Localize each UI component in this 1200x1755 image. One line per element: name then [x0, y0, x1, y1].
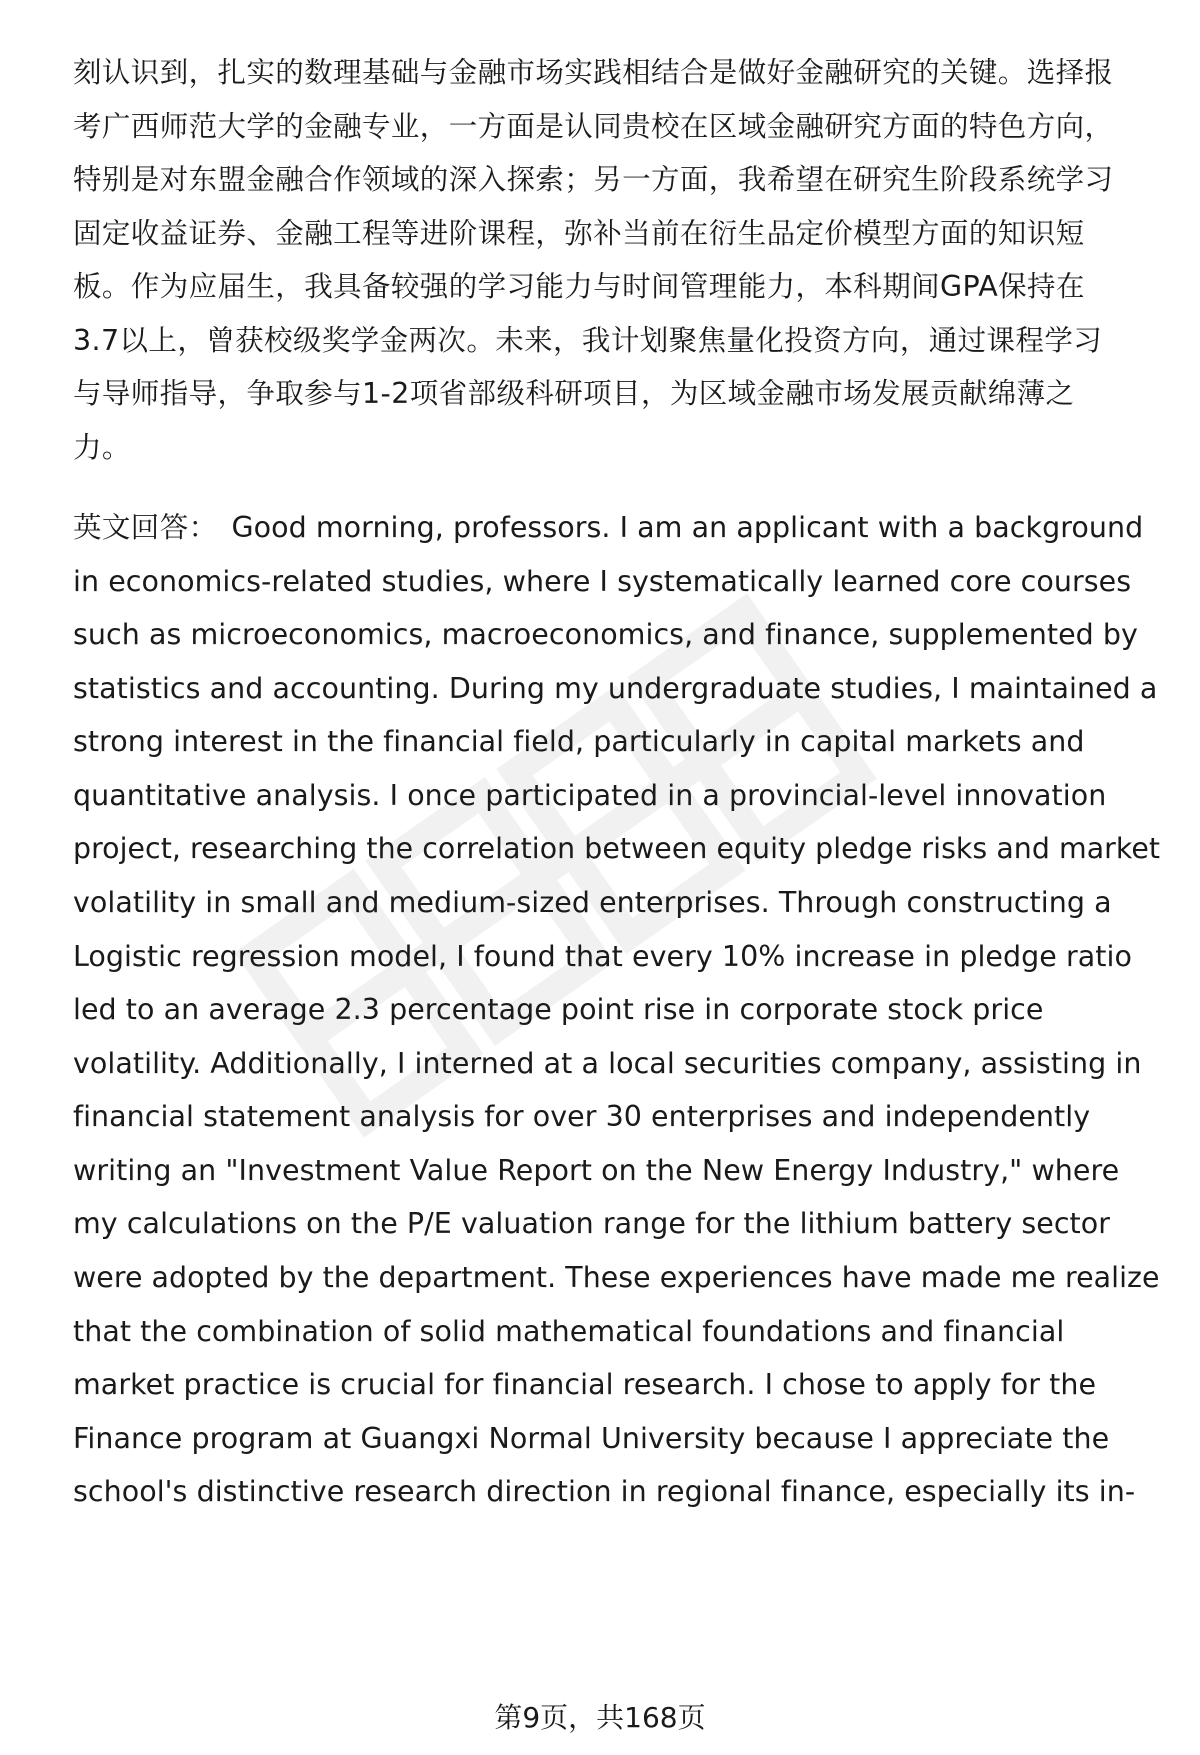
english-text-line: quantitative analysis. I once participated in a provincial-level innovation	[73, 779, 1107, 812]
page-number-footer: 第9页，共168页	[494, 1701, 706, 1734]
english-text-line: in economics-related studies, where I systematically learned core courses	[73, 565, 1132, 598]
english-text-line: statistics and accounting. During my undergraduate studies, I maintained a	[73, 672, 1158, 705]
chinese-text-line: 特别是对东盟金融合作领域的深入探索；另一方面，我希望在研究生阶段系统学习	[73, 163, 1114, 196]
chinese-text-line: 考广西师范大学的金融专业，一方面是认同贵校在区域金融研究方面的特色方向，	[73, 110, 1114, 143]
english-answer-first-line	[73, 508, 1143, 548]
english-text-line: writing an "Investment Value Report on the New Energy Industry," where	[73, 1154, 1120, 1187]
english-text-line: my calculations on the P/E valuation range for the lithium battery sector	[73, 1207, 1111, 1240]
english-text-line: school's distinctive research direction in regional finance, especially its in-	[73, 1475, 1136, 1508]
english-text-line: strong interest in the financial field, particularly in capital markets and	[73, 725, 1085, 758]
english-text-line: Logistic regression model, I found that every 10% increase in pledge ratio	[73, 940, 1132, 973]
chinese-text-line: 固定收益证券、金融工程等进阶课程，弥补当前在衍生品定价模型方面的知识短	[73, 217, 1085, 250]
english-text-line: volatility in small and medium-sized enterprises. Through constructing a	[73, 886, 1112, 919]
chinese-text-line: 刻认识到，扎实的数理基础与金融市场实践相结合是做好金融研究的关键。选择报	[73, 56, 1114, 89]
chinese-text-line: 与导师指导，争取参与1-2项省部级科研项目，为区域金融市场发展贡献绵薄之	[73, 377, 1075, 410]
english-text-line: project, researching the correlation between equity pledge risks and market	[73, 832, 1161, 865]
chinese-text-line: 3.7以上，曾获校级奖学金两次。未来，我计划聚焦量化投资方向，通过课程学习	[73, 324, 1103, 357]
english-text-line: market practice is crucial for financial research. I chose to apply for the	[73, 1368, 1097, 1401]
english-text-line: Good morning, professors. I am an applicant with a background	[231, 511, 1144, 544]
english-answer-label: 英文回答：	[73, 511, 218, 544]
english-text-line: that the combination of solid mathematical foundations and financial	[73, 1315, 1065, 1348]
english-text-line: such as microeconomics, macroeconomics, and finance, supplemented by	[73, 618, 1138, 651]
english-text-line: were adopted by the department. These experiences have made me realize	[73, 1261, 1160, 1294]
english-text-line: financial statement analysis for over 30 enterprises and independently	[73, 1100, 1091, 1133]
english-text-line: Finance program at Guangxi Normal University because I appreciate the	[73, 1422, 1110, 1455]
english-text-line: led to an average 2.3 percentage point rise in corporate stock price	[73, 993, 1044, 1026]
chinese-text-line: 力。	[73, 431, 131, 464]
chinese-text-line: 板。作为应届生，我具备较强的学习能力与时间管理能力，本科期间GPA保持在	[73, 270, 1085, 303]
english-text-line: volatility. Additionally, I interned at a local securities company, assisting in	[73, 1047, 1142, 1080]
